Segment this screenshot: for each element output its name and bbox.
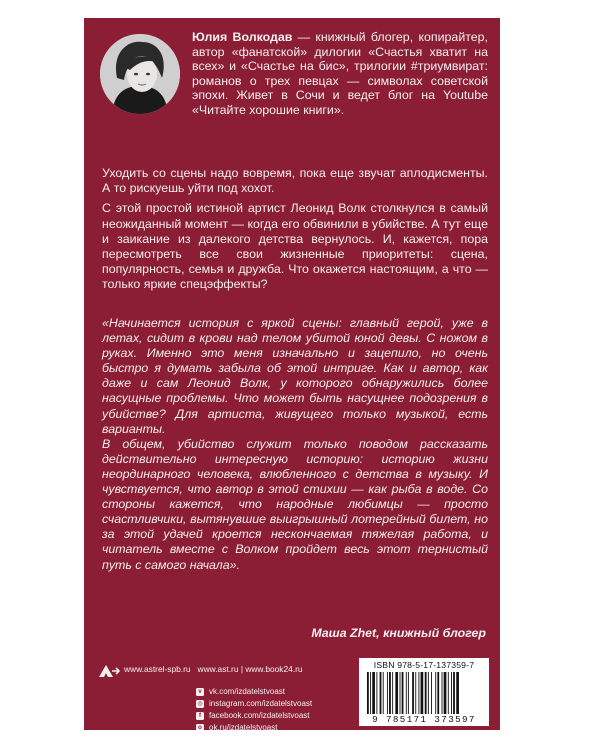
barcode-bar [453, 672, 455, 714]
barcode-bar [428, 672, 429, 714]
barcode-bar [425, 672, 427, 714]
social-link-text[interactable]: vk.com/izdatelstvoast [209, 687, 286, 696]
book-blurb [102, 166, 488, 293]
barcode-bar [408, 672, 409, 714]
barcode-bar [400, 672, 401, 714]
instagram-icon: ◎ [197, 701, 203, 707]
barcode-bar [389, 672, 391, 714]
barcode-bar [372, 672, 375, 714]
barcode-bar [415, 672, 416, 714]
isbn-label: ISBN 978-5-17-137359-7 [373, 660, 475, 670]
barcode-bar [376, 672, 377, 714]
ok-icon: o [196, 724, 204, 730]
barcode-bar [444, 672, 447, 714]
social-link-text[interactable]: ok.ru/izdatelstvoast [209, 723, 278, 730]
barcode-bar [402, 672, 404, 714]
social-link-text[interactable]: instagram.com/izdatelstvoast [209, 699, 313, 708]
review-paragraph: В общем, убийство служит только поводом рассказать действительно интересную историю: историю жизни неординарного человека, влюбленного с детства в музыку. И чувствуется, что автор в этой стихии — как рыба в воде. Со стороны кажется, что народные любимцы — просто счастливчики, вытянувшие выигрышный лотерейный билет, но за этой удачей кроется нескончаемая тяжелая работа, и читатель вместе с Волком пройдет весь этот тернистый путь с самого начала». [102, 436, 488, 572]
book-back-cover [84, 18, 500, 730]
barcode-bar [431, 672, 432, 714]
social-row-facebook[interactable] [196, 710, 312, 722]
review-quote [102, 316, 488, 573]
isbn-barcode-box [359, 658, 489, 726]
social-row-instagram[interactable] [196, 698, 312, 710]
barcode-bar [383, 672, 384, 714]
barcode-bar [392, 672, 393, 714]
barcode-bar [437, 672, 439, 714]
facebook-icon: f [196, 712, 204, 720]
site-link[interactable]: www.astrel-spb.ru [124, 664, 191, 674]
barcode-bar [448, 672, 449, 714]
author-photo [100, 34, 180, 114]
vk-icon: v [196, 688, 204, 696]
barcode-bar [370, 672, 371, 714]
social-row-vk[interactable] [196, 686, 312, 698]
social-link-text[interactable]: facebook.com/izdatelstvoast [209, 711, 310, 720]
isbn-digits: 9 785171 373597 [372, 714, 476, 725]
barcode-bar [395, 672, 398, 714]
social-row-ok[interactable] [196, 722, 312, 730]
author-bio-text: — книжный блогер, копирайтер, автор «фанатской» дилогии «Счастья хватит на всех» и «Счастье на бис», трилогии #триумвират: романов о трех певцах — символах советской эпохи. Живет в Сочи и ведет блог на Youtube «Читайте хорошие книги». [192, 30, 489, 117]
site-link[interactable]: www.ast.ru | www.book24.ru [197, 664, 303, 674]
review-signature: Маша Zhet, книжный блогер [311, 626, 486, 640]
publisher-sites [124, 664, 303, 674]
barcode-bar [406, 672, 407, 714]
review-paragraph: «Начинается история с яркой сцены: главный герой, уже в летах, сидит в крови над телом убитой юной девы. С ножом в руках. Именно это меня изначально и зацепило, но очень быстро я думать забыла об этой интриге. Как и автор, как даже и сам Леонид Волк, у которого обнаружились более насущные проблемы. Что может быть насущнее подозрения в убийстве? Для артиста, живущего только музыкой, есть варианты. [102, 316, 488, 436]
barcode-bar [380, 672, 382, 714]
blurb-paragraph: С этой простой истиной артист Леонид Волк столкнулся в самый неожиданный момент — когда его обвинили в убийстве. А тут еще и заикание из далекого детства вернулось. И, кажется, пора пересмотреть все свои жизненные приоритеты: сцена, популярность, семья и дружба. Что окажется настоящим, а что — только яркие спецэффекты? [102, 201, 488, 292]
blurb-paragraph: Уходить со сцены надо вовремя, пока еще звучат аплодисменты. А то рискуешь уйти под хохот. [102, 166, 488, 196]
barcode-bar [412, 672, 414, 714]
publisher-logo-icon [98, 664, 120, 678]
barcode-bar [367, 672, 369, 714]
author-bio [192, 30, 488, 118]
barcode-bar [418, 672, 419, 714]
barcode-bar [421, 672, 424, 714]
barcode-bar [435, 672, 436, 714]
social-links [196, 686, 312, 730]
barcode-bar [442, 672, 443, 714]
barcode-bar [456, 672, 459, 714]
barcode-bar [451, 672, 452, 714]
barcode [365, 672, 483, 714]
author-name: Юлия Волкодав [192, 30, 293, 44]
barcode-bar [387, 672, 388, 714]
